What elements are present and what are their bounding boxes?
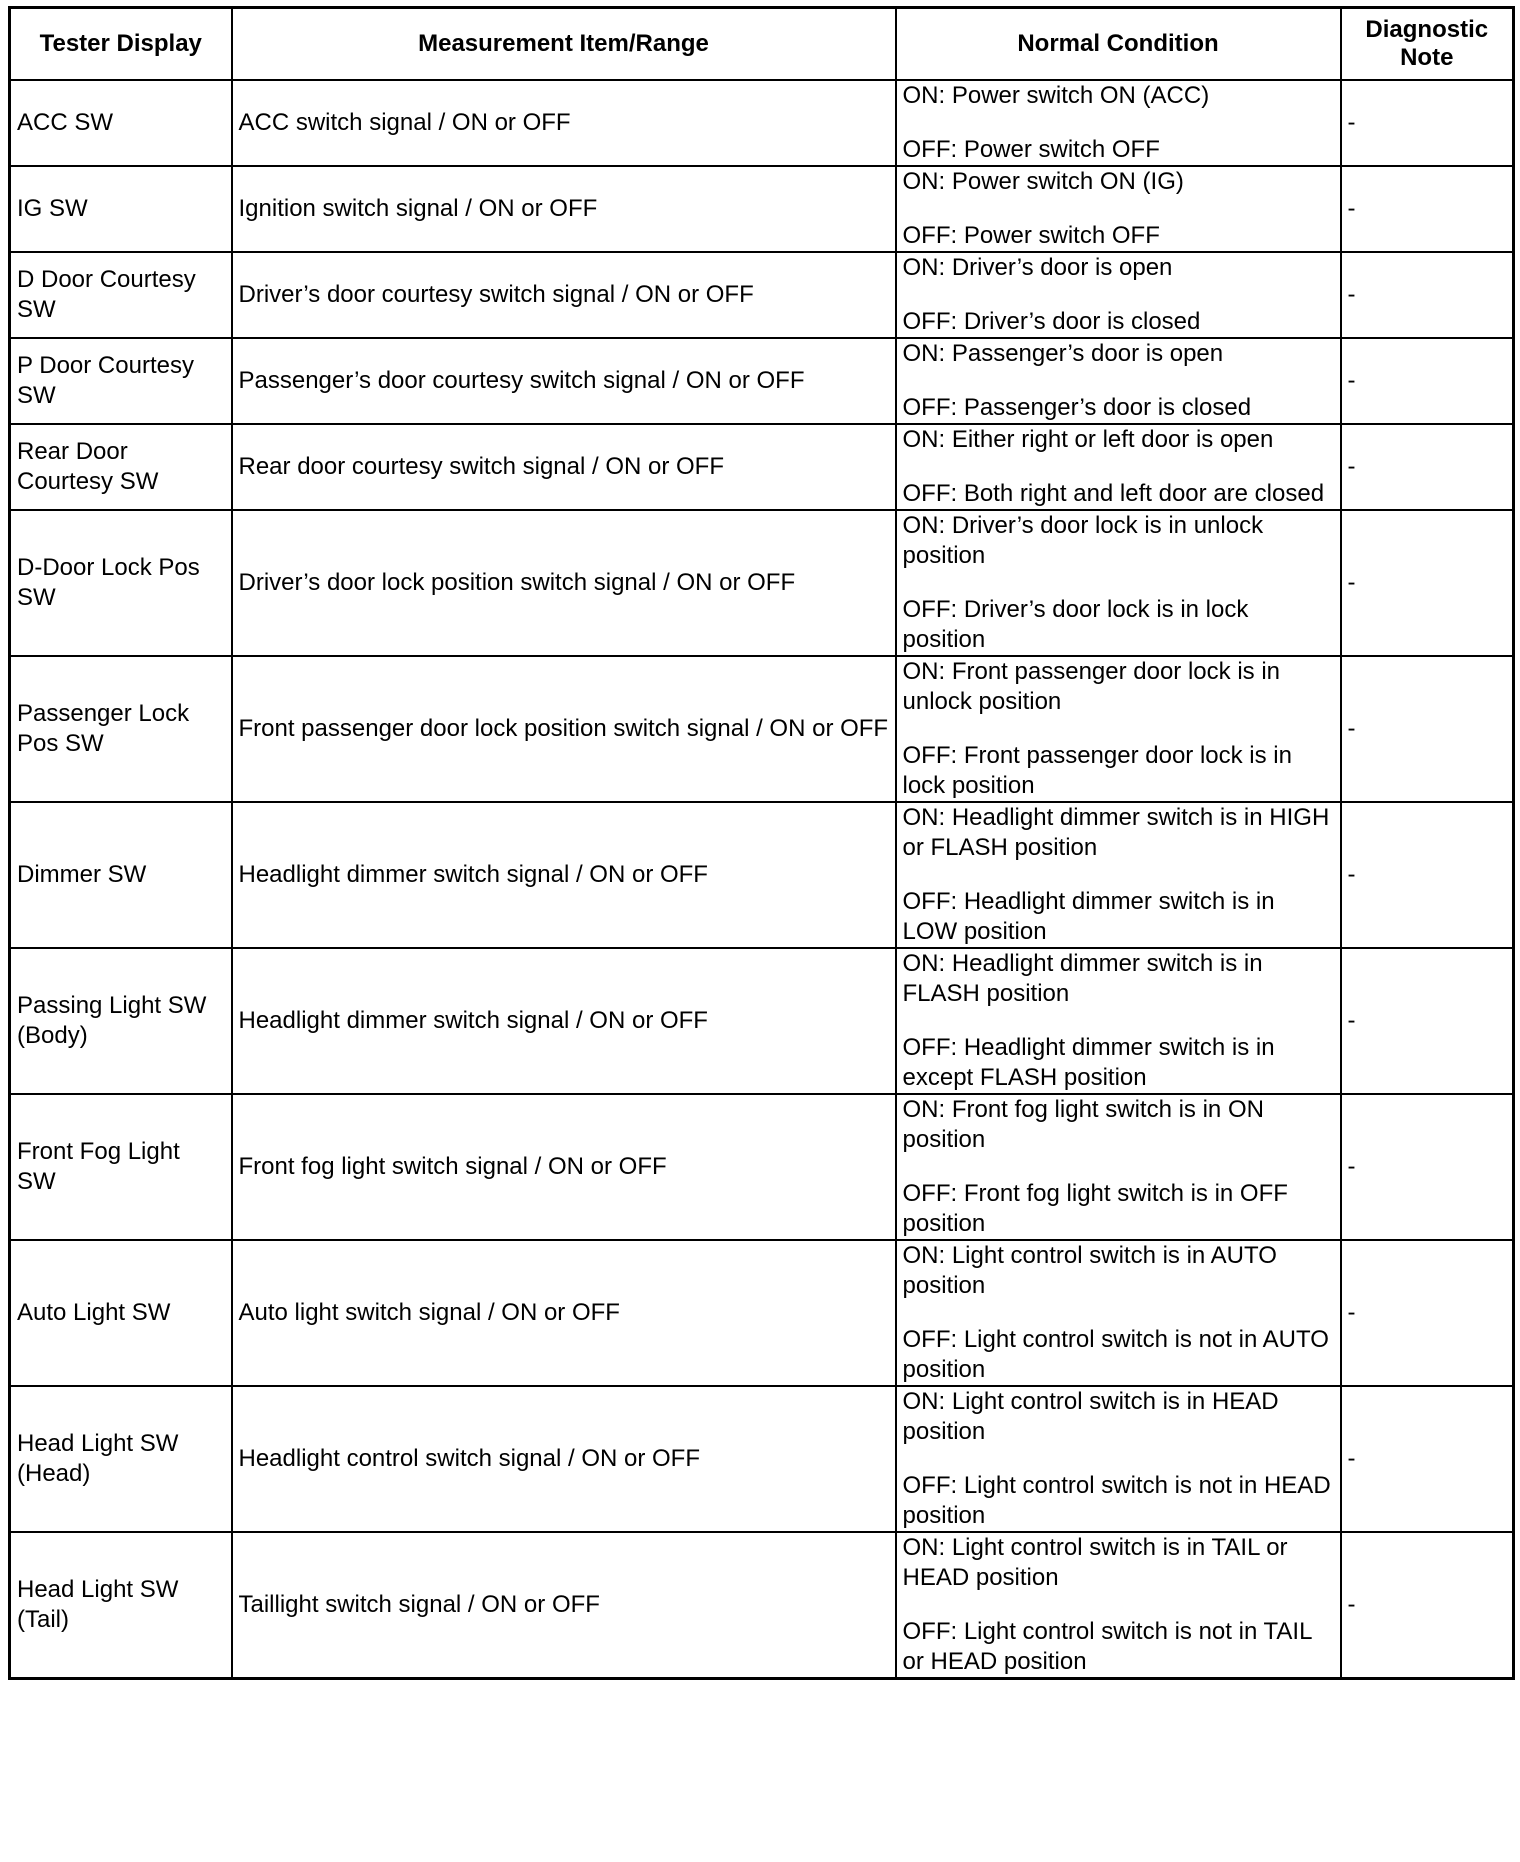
measurement-cell: Taillight switch signal / ON or OFF: [232, 1532, 896, 1679]
tester-display-cell: ACC SW: [10, 80, 232, 166]
normal-condition-cell: [896, 80, 1341, 166]
measurement-cell: Passenger’s door courtesy switch signal / ON or OFF: [232, 338, 896, 424]
off-condition: OFF: Headlight dimmer switch is in except FLASH position: [902, 1034, 1275, 1091]
on-condition: ON: Light control switch is in HEAD position: [902, 1388, 1279, 1445]
table-row: [10, 1240, 1514, 1386]
diagnostic-note-cell: -: [1341, 510, 1514, 656]
measurement-cell: Headlight control switch signal / ON or OFF: [232, 1386, 896, 1532]
measurement-cell: ACC switch signal / ON or OFF: [232, 80, 896, 166]
diagnostic-note-cell: -: [1341, 166, 1514, 252]
table-row: [10, 166, 1514, 252]
tester-display-cell: Dimmer SW: [10, 802, 232, 948]
measurement-cell: Ignition switch signal / ON or OFF: [232, 166, 896, 252]
normal-condition-cell: [896, 510, 1341, 656]
table-row: [10, 656, 1514, 802]
measurement-cell: Auto light switch signal / ON or OFF: [232, 1240, 896, 1386]
tester-display-cell: Passing Light SW (Body): [10, 948, 232, 1094]
diagnostic-note-cell: -: [1341, 1094, 1514, 1240]
tester-display-cell: IG SW: [10, 166, 232, 252]
measurement-cell: Driver’s door lock position switch signal / ON or OFF: [232, 510, 896, 656]
table-row: [10, 252, 1514, 338]
measurement-cell: Front passenger door lock position switch signal / ON or OFF: [232, 656, 896, 802]
off-condition: OFF: Power switch OFF: [902, 136, 1160, 163]
diagnostic-note-cell: -: [1341, 948, 1514, 1094]
off-condition: OFF: Light control switch is not in AUTO position: [902, 1326, 1329, 1383]
table-row: [10, 424, 1514, 510]
table-row: [10, 1386, 1514, 1532]
normal-condition-cell: [896, 166, 1341, 252]
on-condition: ON: Light control switch is in TAIL or HEAD position: [902, 1534, 1288, 1591]
tester-display-cell: Head Light SW (Head): [10, 1386, 232, 1532]
tester-display-cell: Auto Light SW: [10, 1240, 232, 1386]
header-tester-display: Tester Display: [10, 8, 232, 81]
off-condition: OFF: Driver’s door is closed: [902, 308, 1201, 335]
header-diagnostic-note: Diagnostic Note: [1341, 8, 1514, 81]
data-list-table: [8, 6, 1515, 1680]
off-condition: OFF: Passenger’s door is closed: [902, 394, 1252, 421]
normal-condition-cell: [896, 656, 1341, 802]
on-condition: ON: Power switch ON (IG): [902, 168, 1184, 195]
diagnostic-note-cell: -: [1341, 80, 1514, 166]
diagnostic-note-cell: -: [1341, 424, 1514, 510]
normal-condition-cell: [896, 252, 1341, 338]
measurement-cell: Rear door courtesy switch signal / ON or OFF: [232, 424, 896, 510]
diagnostic-note-cell: -: [1341, 338, 1514, 424]
normal-condition-cell: [896, 424, 1341, 510]
on-condition: ON: Headlight dimmer switch is in HIGH or FLASH position: [902, 804, 1330, 861]
table-row: [10, 802, 1514, 948]
table-row: [10, 1532, 1514, 1679]
diagnostic-note-cell: -: [1341, 1532, 1514, 1679]
table-row: [10, 80, 1514, 166]
off-condition: OFF: Light control switch is not in TAIL or HEAD position: [902, 1618, 1312, 1675]
table-body: [10, 80, 1514, 1679]
off-condition: OFF: Driver’s door lock is in lock position: [902, 596, 1249, 653]
measurement-cell: Headlight dimmer switch signal / ON or OFF: [232, 802, 896, 948]
diagnostic-note-cell: -: [1341, 1386, 1514, 1532]
normal-condition-cell: [896, 338, 1341, 424]
normal-condition-cell: [896, 1240, 1341, 1386]
normal-condition-cell: [896, 948, 1341, 1094]
tester-display-cell: P Door Courtesy SW: [10, 338, 232, 424]
on-condition: ON: Power switch ON (ACC): [902, 82, 1210, 109]
on-condition: ON: Front fog light switch is in ON position: [902, 1096, 1264, 1153]
table-row: [10, 948, 1514, 1094]
off-condition: OFF: Headlight dimmer switch is in LOW position: [902, 888, 1275, 945]
on-condition: ON: Front passenger door lock is in unlock position: [902, 658, 1280, 715]
header-normal-condition: Normal Condition: [896, 8, 1341, 81]
measurement-cell: Driver’s door courtesy switch signal / ON or OFF: [232, 252, 896, 338]
normal-condition-cell: [896, 1532, 1341, 1679]
tester-display-cell: Rear Door Courtesy SW: [10, 424, 232, 510]
on-condition: ON: Light control switch is in AUTO position: [902, 1242, 1277, 1299]
header-measurement: Measurement Item/Range: [232, 8, 896, 81]
normal-condition-cell: [896, 1386, 1341, 1532]
diagnostic-note-cell: -: [1341, 802, 1514, 948]
measurement-cell: Front fog light switch signal / ON or OFF: [232, 1094, 896, 1240]
tester-display-cell: Passenger Lock Pos SW: [10, 656, 232, 802]
table-row: [10, 338, 1514, 424]
on-condition: ON: Either right or left door is open: [902, 426, 1274, 453]
diagnostic-note-cell: -: [1341, 252, 1514, 338]
off-condition: OFF: Both right and left door are closed: [902, 480, 1325, 507]
normal-condition-cell: [896, 1094, 1341, 1240]
tester-display-cell: Front Fog Light SW: [10, 1094, 232, 1240]
off-condition: OFF: Power switch OFF: [902, 222, 1160, 249]
off-condition: OFF: Front passenger door lock is in lock position: [902, 742, 1292, 799]
on-condition: ON: Driver’s door is open: [902, 254, 1173, 281]
on-condition: ON: Driver’s door lock is in unlock position: [902, 512, 1264, 569]
off-condition: OFF: Light control switch is not in HEAD position: [902, 1472, 1331, 1529]
tester-display-cell: D-Door Lock Pos SW: [10, 510, 232, 656]
diagnostic-note-cell: -: [1341, 1240, 1514, 1386]
header-row: [10, 8, 1514, 81]
measurement-cell: Headlight dimmer switch signal / ON or OFF: [232, 948, 896, 1094]
on-condition: ON: Headlight dimmer switch is in FLASH position: [902, 950, 1263, 1007]
table-row: [10, 1094, 1514, 1240]
table-row: [10, 510, 1514, 656]
on-condition: ON: Passenger’s door is open: [902, 340, 1224, 367]
diagnostic-note-cell: -: [1341, 656, 1514, 802]
off-condition: OFF: Front fog light switch is in OFF position: [902, 1180, 1288, 1237]
tester-display-cell: Head Light SW (Tail): [10, 1532, 232, 1679]
normal-condition-cell: [896, 802, 1341, 948]
tester-display-cell: D Door Courtesy SW: [10, 252, 232, 338]
